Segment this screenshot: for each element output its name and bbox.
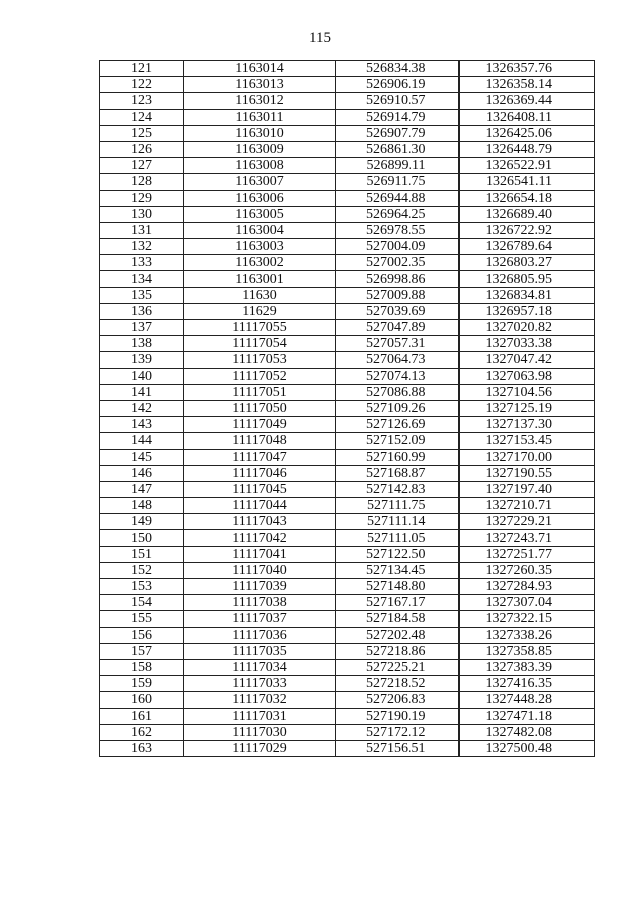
coord-x-cell: 1327338.26 xyxy=(459,627,595,643)
coord-y-cell: 527074.13 xyxy=(336,368,459,384)
coord-x-cell: 1327170.00 xyxy=(459,449,595,465)
coord-x-cell: 1326408.11 xyxy=(459,109,595,125)
coord-x-cell: 1327383.39 xyxy=(459,659,595,675)
coord-y-cell: 527142.83 xyxy=(336,481,459,497)
point-code-cell: 1163007 xyxy=(184,174,336,190)
point-code-cell: 11630 xyxy=(184,287,336,303)
point-code-cell: 11117031 xyxy=(184,708,336,724)
point-number-cell: 147 xyxy=(100,481,184,497)
coord-x-cell: 1326522.91 xyxy=(459,158,595,174)
table-row xyxy=(100,368,595,384)
table-row xyxy=(100,579,595,595)
coord-x-cell: 1327020.82 xyxy=(459,320,595,336)
point-code-cell: 11117050 xyxy=(184,400,336,416)
coord-y-cell: 527064.73 xyxy=(336,352,459,368)
point-code-cell: 11117039 xyxy=(184,579,336,595)
coord-x-cell: 1327416.35 xyxy=(459,676,595,692)
point-number-cell: 138 xyxy=(100,336,184,352)
coord-y-cell: 526861.30 xyxy=(336,141,459,157)
coord-x-cell: 1326654.18 xyxy=(459,190,595,206)
point-number-cell: 148 xyxy=(100,498,184,514)
table-row xyxy=(100,287,595,303)
point-code-cell: 1163009 xyxy=(184,141,336,157)
coord-x-cell: 1327190.55 xyxy=(459,465,595,481)
table-row xyxy=(100,611,595,627)
table-row xyxy=(100,740,595,756)
coord-y-cell: 526914.79 xyxy=(336,109,459,125)
coord-x-cell: 1326722.92 xyxy=(459,222,595,238)
point-number-cell: 139 xyxy=(100,352,184,368)
point-code-cell: 11117049 xyxy=(184,417,336,433)
table-row xyxy=(100,336,595,352)
coord-y-cell: 527202.48 xyxy=(336,627,459,643)
point-number-cell: 144 xyxy=(100,433,184,449)
point-code-cell: 1163004 xyxy=(184,222,336,238)
coord-x-cell: 1327500.48 xyxy=(459,740,595,756)
point-number-cell: 154 xyxy=(100,595,184,611)
point-number-cell: 122 xyxy=(100,77,184,93)
table-row xyxy=(100,303,595,319)
coord-x-cell: 1327471.18 xyxy=(459,708,595,724)
coord-x-cell: 1327210.71 xyxy=(459,498,595,514)
point-code-cell: 11117030 xyxy=(184,724,336,740)
point-number-cell: 161 xyxy=(100,708,184,724)
point-number-cell: 125 xyxy=(100,125,184,141)
point-number-cell: 146 xyxy=(100,465,184,481)
point-code-cell: 11117046 xyxy=(184,465,336,481)
coord-x-cell: 1326357.76 xyxy=(459,61,595,77)
coord-y-cell: 526964.25 xyxy=(336,206,459,222)
point-number-cell: 132 xyxy=(100,239,184,255)
coord-y-cell: 527160.99 xyxy=(336,449,459,465)
table-row xyxy=(100,320,595,336)
point-number-cell: 129 xyxy=(100,190,184,206)
point-code-cell: 1163012 xyxy=(184,93,336,109)
table-row xyxy=(100,174,595,190)
point-number-cell: 163 xyxy=(100,740,184,756)
table-row xyxy=(100,109,595,125)
point-code-cell: 11117055 xyxy=(184,320,336,336)
coord-y-cell: 526834.38 xyxy=(336,61,459,77)
coord-y-cell: 527134.45 xyxy=(336,562,459,578)
table-row xyxy=(100,206,595,222)
table-row xyxy=(100,465,595,481)
table-row xyxy=(100,659,595,675)
coord-y-cell: 527111.14 xyxy=(336,514,459,530)
point-number-cell: 134 xyxy=(100,271,184,287)
table-row xyxy=(100,433,595,449)
table-row xyxy=(100,141,595,157)
point-number-cell: 135 xyxy=(100,287,184,303)
coord-y-cell: 527225.21 xyxy=(336,659,459,675)
coord-y-cell: 527126.69 xyxy=(336,417,459,433)
coord-y-cell: 527218.52 xyxy=(336,676,459,692)
point-code-cell: 1163005 xyxy=(184,206,336,222)
table-row xyxy=(100,125,595,141)
coord-y-cell: 527057.31 xyxy=(336,336,459,352)
table-row xyxy=(100,417,595,433)
coord-y-cell: 527218.86 xyxy=(336,643,459,659)
point-number-cell: 158 xyxy=(100,659,184,675)
point-code-cell: 11117053 xyxy=(184,352,336,368)
table-row xyxy=(100,498,595,514)
coord-x-cell: 1326957.18 xyxy=(459,303,595,319)
table-row xyxy=(100,384,595,400)
table-body xyxy=(100,61,595,757)
coord-x-cell: 1327482.08 xyxy=(459,724,595,740)
point-number-cell: 124 xyxy=(100,109,184,125)
point-number-cell: 157 xyxy=(100,643,184,659)
table-row xyxy=(100,643,595,659)
coord-y-cell: 526906.19 xyxy=(336,77,459,93)
point-code-cell: 11117051 xyxy=(184,384,336,400)
coord-x-cell: 1326369.44 xyxy=(459,93,595,109)
coord-y-cell: 527111.75 xyxy=(336,498,459,514)
point-number-cell: 136 xyxy=(100,303,184,319)
coord-y-cell: 526944.88 xyxy=(336,190,459,206)
point-code-cell: 11117047 xyxy=(184,449,336,465)
point-code-cell: 11117036 xyxy=(184,627,336,643)
table-row xyxy=(100,77,595,93)
coord-x-cell: 1327448.28 xyxy=(459,692,595,708)
table-row xyxy=(100,676,595,692)
coord-x-cell: 1326689.40 xyxy=(459,206,595,222)
coord-x-cell: 1327033.38 xyxy=(459,336,595,352)
table-row xyxy=(100,530,595,546)
point-number-cell: 131 xyxy=(100,222,184,238)
table-row xyxy=(100,562,595,578)
coord-x-cell: 1327153.45 xyxy=(459,433,595,449)
table-row xyxy=(100,93,595,109)
point-number-cell: 133 xyxy=(100,255,184,271)
point-number-cell: 137 xyxy=(100,320,184,336)
table-row xyxy=(100,481,595,497)
point-number-cell: 162 xyxy=(100,724,184,740)
point-number-cell: 153 xyxy=(100,579,184,595)
point-code-cell: 1163011 xyxy=(184,109,336,125)
coord-x-cell: 1327251.77 xyxy=(459,546,595,562)
point-code-cell: 1163006 xyxy=(184,190,336,206)
point-code-cell: 11117044 xyxy=(184,498,336,514)
table-row xyxy=(100,352,595,368)
coord-x-cell: 1327284.93 xyxy=(459,579,595,595)
coord-y-cell: 527156.51 xyxy=(336,740,459,756)
coord-x-cell: 1327307.04 xyxy=(459,595,595,611)
point-code-cell: 11117037 xyxy=(184,611,336,627)
point-number-cell: 142 xyxy=(100,400,184,416)
point-number-cell: 128 xyxy=(100,174,184,190)
point-code-cell: 1163001 xyxy=(184,271,336,287)
table-row xyxy=(100,400,595,416)
coord-x-cell: 1327104.56 xyxy=(459,384,595,400)
point-number-cell: 160 xyxy=(100,692,184,708)
point-number-cell: 141 xyxy=(100,384,184,400)
coord-y-cell: 527004.09 xyxy=(336,239,459,255)
table-row xyxy=(100,61,595,77)
point-number-cell: 159 xyxy=(100,676,184,692)
coord-x-cell: 1327125.19 xyxy=(459,400,595,416)
point-code-cell: 1163002 xyxy=(184,255,336,271)
coord-x-cell: 1326834.81 xyxy=(459,287,595,303)
page-number: 115 xyxy=(309,30,331,46)
point-code-cell: 11117038 xyxy=(184,595,336,611)
point-number-cell: 140 xyxy=(100,368,184,384)
point-number-cell: 156 xyxy=(100,627,184,643)
coord-y-cell: 527009.88 xyxy=(336,287,459,303)
point-code-cell: 11117052 xyxy=(184,368,336,384)
coord-y-cell: 527109.26 xyxy=(336,400,459,416)
point-number-cell: 121 xyxy=(100,61,184,77)
point-code-cell: 11117043 xyxy=(184,514,336,530)
point-code-cell: 11117045 xyxy=(184,481,336,497)
table-row xyxy=(100,724,595,740)
table-row xyxy=(100,627,595,643)
coord-x-cell: 1327243.71 xyxy=(459,530,595,546)
point-number-cell: 155 xyxy=(100,611,184,627)
table-row xyxy=(100,190,595,206)
coord-y-cell: 527206.83 xyxy=(336,692,459,708)
point-code-cell: 1163003 xyxy=(184,239,336,255)
point-code-cell: 11117029 xyxy=(184,740,336,756)
coord-y-cell: 526907.79 xyxy=(336,125,459,141)
table-row xyxy=(100,546,595,562)
point-code-cell: 11117040 xyxy=(184,562,336,578)
coord-x-cell: 1327322.15 xyxy=(459,611,595,627)
point-code-cell: 11117042 xyxy=(184,530,336,546)
coord-y-cell: 527148.80 xyxy=(336,579,459,595)
coord-y-cell: 527172.12 xyxy=(336,724,459,740)
point-number-cell: 149 xyxy=(100,514,184,530)
point-number-cell: 150 xyxy=(100,530,184,546)
coord-y-cell: 527184.58 xyxy=(336,611,459,627)
coord-x-cell: 1327197.40 xyxy=(459,481,595,497)
point-number-cell: 123 xyxy=(100,93,184,109)
point-code-cell: 11117041 xyxy=(184,546,336,562)
coord-x-cell: 1326541.11 xyxy=(459,174,595,190)
coordinates-table xyxy=(99,60,595,757)
point-code-cell: 11117033 xyxy=(184,676,336,692)
coord-x-cell: 1326803.27 xyxy=(459,255,595,271)
coord-y-cell: 527047.89 xyxy=(336,320,459,336)
coord-y-cell: 526998.86 xyxy=(336,271,459,287)
coord-x-cell: 1326789.64 xyxy=(459,239,595,255)
coord-x-cell: 1326448.79 xyxy=(459,141,595,157)
table-row xyxy=(100,708,595,724)
table-row xyxy=(100,692,595,708)
coord-y-cell: 527122.50 xyxy=(336,546,459,562)
point-code-cell: 11117048 xyxy=(184,433,336,449)
coord-y-cell: 527152.09 xyxy=(336,433,459,449)
table-row xyxy=(100,239,595,255)
table-row xyxy=(100,449,595,465)
coord-y-cell: 527002.35 xyxy=(336,255,459,271)
coord-y-cell: 526910.57 xyxy=(336,93,459,109)
point-code-cell: 11117032 xyxy=(184,692,336,708)
point-number-cell: 127 xyxy=(100,158,184,174)
coord-x-cell: 1326358.14 xyxy=(459,77,595,93)
coord-y-cell: 526978.55 xyxy=(336,222,459,238)
coord-y-cell: 527111.05 xyxy=(336,530,459,546)
coord-y-cell: 527190.19 xyxy=(336,708,459,724)
coord-x-cell: 1327047.42 xyxy=(459,352,595,368)
table-row xyxy=(100,255,595,271)
table-row xyxy=(100,514,595,530)
point-number-cell: 143 xyxy=(100,417,184,433)
table-row xyxy=(100,222,595,238)
coord-x-cell: 1327063.98 xyxy=(459,368,595,384)
coord-x-cell: 1326425.06 xyxy=(459,125,595,141)
coord-x-cell: 1327229.21 xyxy=(459,514,595,530)
coord-y-cell: 527086.88 xyxy=(336,384,459,400)
coord-x-cell: 1327260.35 xyxy=(459,562,595,578)
point-number-cell: 151 xyxy=(100,546,184,562)
coord-y-cell: 526911.75 xyxy=(336,174,459,190)
table-row xyxy=(100,158,595,174)
point-number-cell: 145 xyxy=(100,449,184,465)
coord-x-cell: 1326805.95 xyxy=(459,271,595,287)
point-code-cell: 1163013 xyxy=(184,77,336,93)
point-code-cell: 1163008 xyxy=(184,158,336,174)
coord-x-cell: 1327358.85 xyxy=(459,643,595,659)
point-code-cell: 1163010 xyxy=(184,125,336,141)
point-code-cell: 11629 xyxy=(184,303,336,319)
point-code-cell: 11117054 xyxy=(184,336,336,352)
table-row xyxy=(100,271,595,287)
point-code-cell: 1163014 xyxy=(184,61,336,77)
coord-y-cell: 526899.11 xyxy=(336,158,459,174)
point-number-cell: 126 xyxy=(100,141,184,157)
point-number-cell: 130 xyxy=(100,206,184,222)
point-code-cell: 11117034 xyxy=(184,659,336,675)
coord-y-cell: 527167.17 xyxy=(336,595,459,611)
table-row xyxy=(100,595,595,611)
coord-y-cell: 527168.87 xyxy=(336,465,459,481)
point-number-cell: 152 xyxy=(100,562,184,578)
point-code-cell: 11117035 xyxy=(184,643,336,659)
coord-y-cell: 527039.69 xyxy=(336,303,459,319)
coord-x-cell: 1327137.30 xyxy=(459,417,595,433)
